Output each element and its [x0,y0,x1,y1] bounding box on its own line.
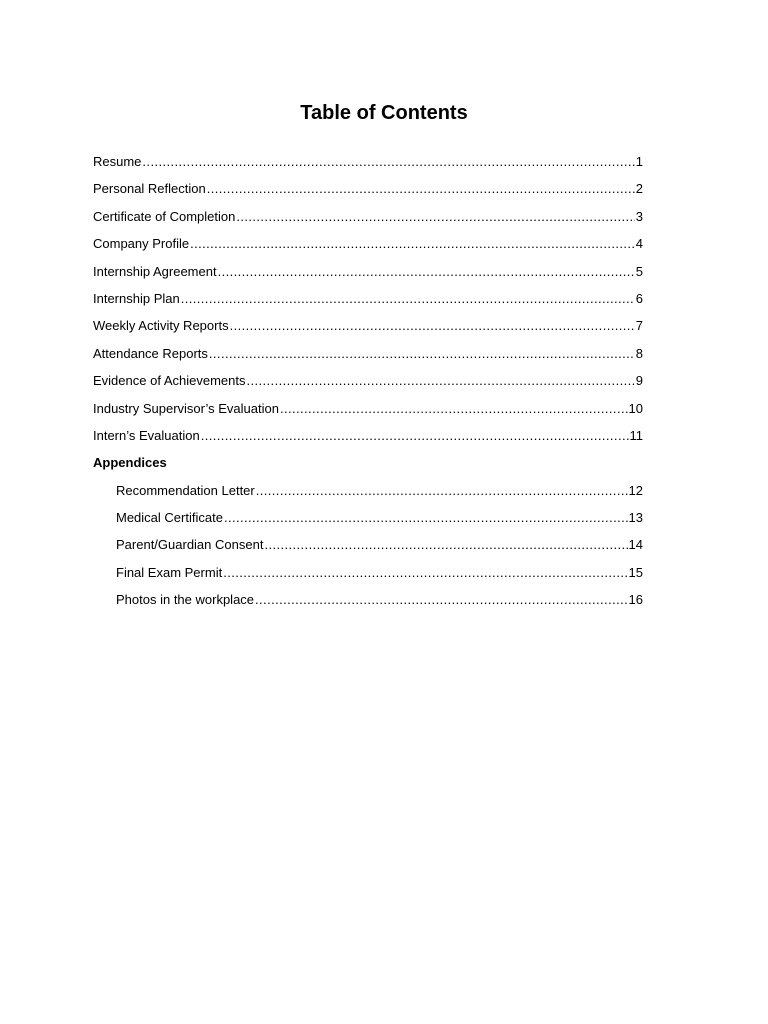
toc-entry-evidence-of-achievements[interactable] [93,369,643,396]
toc-entry-page: 12 [628,482,643,498]
toc-entry-resume[interactable] [93,150,643,177]
toc-entry-label: Recommendation Letter [116,482,255,498]
toc-entry-page: 8 [635,345,643,361]
dot-leader [190,234,635,254]
page-title: Table of Contents [300,102,468,124]
dot-leader [236,207,634,227]
dot-leader [230,316,635,336]
toc-entry-recommendation-letter[interactable] [93,479,643,506]
toc-entry-page: 3 [635,208,643,224]
toc-entry-medical-certificate[interactable] [93,506,643,533]
dot-leader [280,399,628,419]
toc-entry-label: Weekly Activity Reports [93,318,229,334]
toc-entry-page: 4 [635,236,643,252]
toc-entry-label: Evidence of Achievements [93,373,246,389]
toc-entry-label: Final Exam Permit [116,564,223,580]
toc-entry-photos-in-the-workplace[interactable] [93,588,643,615]
dot-leader [223,563,627,583]
toc-entry-internship-plan[interactable] [93,287,643,314]
toc-entry-label: Certificate of Completion [93,208,236,224]
toc-entry-page: 9 [635,373,643,389]
toc-entry-label: Medical Certificate [116,510,223,526]
toc-entry-personal-reflection[interactable] [93,177,643,204]
dot-leader [209,344,635,364]
toc-entry-label: Industry Supervisor’s Evaluation [93,400,279,416]
dot-leader [246,371,634,391]
toc-entry-attendance-reports[interactable] [93,342,643,369]
toc-entry-certificate-of-completion[interactable] [93,205,643,232]
toc-entry-label: Photos in the workplace [116,592,255,608]
dot-leader [224,508,628,528]
toc-entry-final-exam-permit[interactable] [93,561,643,588]
dot-leader [207,179,635,199]
toc-entry-page: 11 [629,427,643,443]
dot-leader [264,535,627,555]
toc-entry-page: 5 [635,263,643,279]
dot-leader [256,481,628,501]
dot-leader [255,590,628,610]
dot-leader [181,289,635,309]
toc-entry-page: 14 [628,537,643,553]
toc-entry-industry-supervisor-evaluation[interactable] [93,397,643,424]
toc-entry-label: Internship Plan [93,290,180,306]
dot-leader [142,152,634,172]
toc-entry-label: Company Profile [93,236,190,252]
toc-entry-label: Parent/Guardian Consent [116,537,264,553]
toc-entry-page: 7 [635,318,643,334]
toc-entry-label: Personal Reflection [93,181,206,197]
toc-entry-page: 6 [635,290,643,306]
toc-entry-label: Attendance Reports [93,345,208,361]
toc-entry-page: 1 [635,154,643,169]
dot-leader [218,262,635,282]
toc-entry-label: Intern’s Evaluation [93,427,200,443]
toc-entry-page: 16 [628,592,643,608]
toc-list [93,150,643,616]
toc-entry-company-profile[interactable] [93,232,643,259]
toc-entry-internship-agreement[interactable] [93,260,643,287]
toc-entry-page: 10 [628,400,643,416]
toc-entry-intern-evaluation[interactable] [93,424,643,451]
toc-entry-page: 2 [635,181,643,197]
toc-entry-weekly-activity-reports[interactable] [93,314,643,341]
toc-entry-label: Resume [93,154,142,169]
dot-leader [201,426,629,446]
toc-entry-page: 13 [628,510,643,526]
toc-entry-parent-guardian-consent[interactable] [93,533,643,560]
appendices-heading: Appendices [93,455,167,471]
toc-entry-page: 15 [628,564,643,580]
toc-entry-label: Internship Agreement [93,263,217,279]
